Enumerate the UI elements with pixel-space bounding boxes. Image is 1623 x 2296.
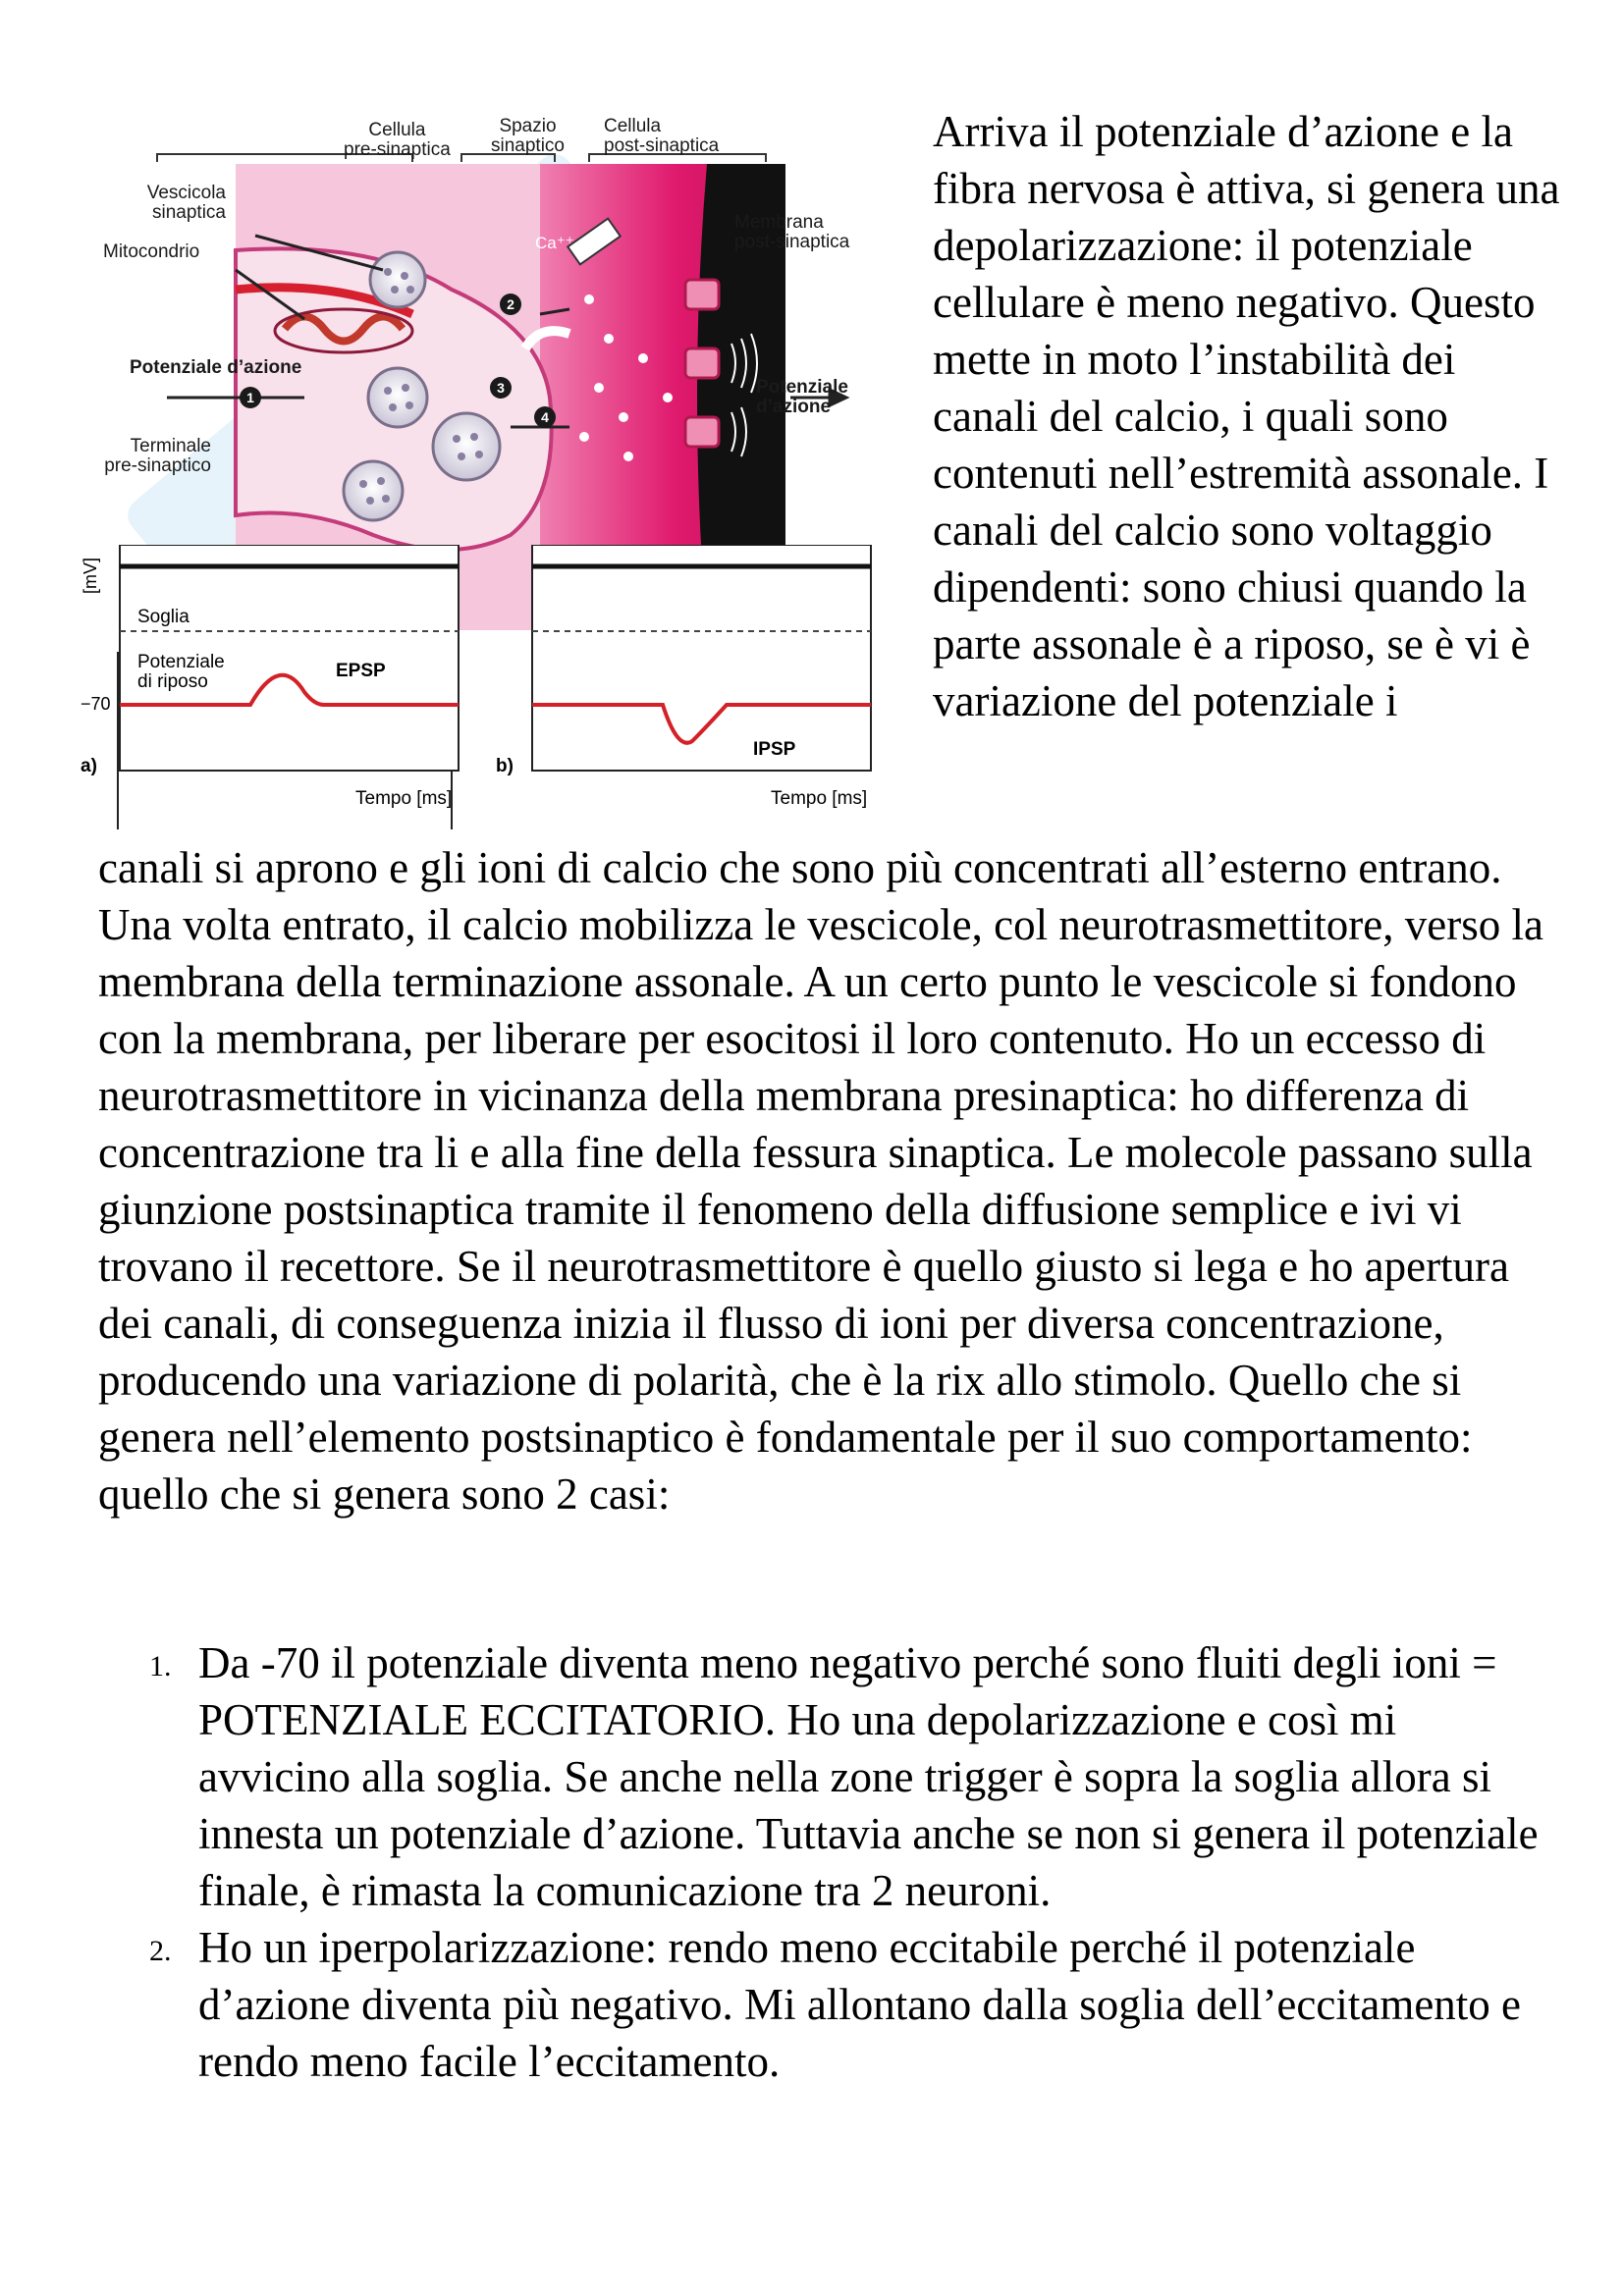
label-potenziale-azione-out: Potenziale d’azione bbox=[756, 377, 848, 417]
list-item-text: Da -70 il potenziale diventa meno negativo perché sono fluiti degli ioni = POTENZIALE ECCITATORIO. Ho una depolarizzazione e così mi avvicino alla soglia. Se anche nella zone trigger è sopra la soglia allora si innesta un potenziale d’azione. Tuttavia anche se non si genera il potenziale finale, è rimasta la comunicazione tra 2 neuroni. bbox=[198, 1638, 1539, 1915]
list-item bbox=[98, 1919, 1551, 2090]
header-pre-synaptic: Cellula pre-sinaptica bbox=[344, 120, 451, 160]
y-unit-label: [mV] bbox=[81, 557, 100, 594]
list-item-text: Ho un iperpolarizzazione: rendo meno eccitabile perché il potenziale d’azione diventa più negativo. Mi allontano dalla soglia dell’eccitamento e rendo meno facile l’eccitamento. bbox=[198, 1923, 1522, 2086]
epsp-label: EPSP bbox=[336, 661, 386, 681]
side-paragraph bbox=[933, 103, 1561, 729]
side-paragraph-text: Arriva il potenziale d’azione e la fibra nervosa è attiva, si genera una depolarizzazione: il potenziale cellulare è meno negativo. Questo mette in moto l’instabilità dei canali del calcio, i quali sono contenuti nell’estremità assonale. I canali del calcio sono voltaggio dipendenti: sono chiusi quando la parte assonale è a riposo, se è vi è variazione del potenziale i bbox=[933, 107, 1560, 725]
step-1-label: 1 bbox=[246, 390, 254, 405]
body-paragraph bbox=[98, 839, 1551, 1522]
panel-b-label: b) bbox=[496, 756, 514, 776]
label-vescicola: Vescicola sinaptica bbox=[146, 183, 226, 223]
list-item-number: 1. bbox=[149, 1650, 172, 1682]
panel-a-label: a) bbox=[81, 756, 97, 776]
list-item-number: 2. bbox=[149, 1935, 172, 1967]
header-synaptic-gap: Spazio sinaptico bbox=[491, 116, 565, 156]
list-item bbox=[98, 1634, 1551, 1919]
calcium-label: Ca⁺⁺ bbox=[535, 234, 574, 252]
step-2-label: 2 bbox=[507, 296, 514, 312]
ipsp-label: IPSP bbox=[753, 739, 796, 760]
chart-b-frame bbox=[532, 545, 871, 771]
soglia-label: Soglia bbox=[137, 607, 189, 627]
label-terminale: Terminale pre-sinaptico bbox=[104, 436, 211, 476]
y-tick-minus70: −70 bbox=[81, 694, 111, 714]
step-4-label: 4 bbox=[541, 409, 549, 425]
label-potenziale-azione-in: Potenziale d’azione bbox=[130, 357, 302, 378]
label-membrana: Membrana post-sinaptica bbox=[734, 212, 850, 252]
x-label-a: Tempo [ms] bbox=[355, 788, 453, 809]
riposo-label: Potenziale di riposo bbox=[137, 652, 225, 692]
header-post-synaptic: Cellula post-sinaptica bbox=[604, 116, 720, 156]
x-label-b: Tempo [ms] bbox=[771, 788, 868, 809]
step-3-label: 3 bbox=[497, 380, 505, 396]
body-paragraph-text: canali si aprono e gli ioni di calcio che sono più concentrati all’esterno entrano. Una volta entrato, il calcio mobilizza le vescicole, col neurotrasmettitore, verso la membrana della terminazione assonale. A un certo punto le vescicole si fondono con la membrana, per liberare per esocitosi il loro contenuto. Ho un eccesso di neurotrasmettitore in vicinanza della membrana presinaptica: ho differenza di concentrazione tra li e alla fine della fessura sinaptica. Le molecole passano sulla giunzione postsinaptica tramite il fenomeno della diffusione semplice e ivi vi trovano il recettore. Se il neurotrasmettitore è quello giusto si lega e ho apertura dei canali, di conseguenza inizia il flusso di ioni per diversa concentrazione, producendo una variazione di polarità, che è la rix allo stimolo. Quello che si genera nell’elemento postsinaptico è fondamentale per il suo comportamento: quello che si genera sono 2 casi: bbox=[98, 843, 1543, 1519]
label-mitocondrio: Mitocondrio bbox=[103, 241, 200, 262]
cases-list bbox=[98, 1634, 1551, 2090]
